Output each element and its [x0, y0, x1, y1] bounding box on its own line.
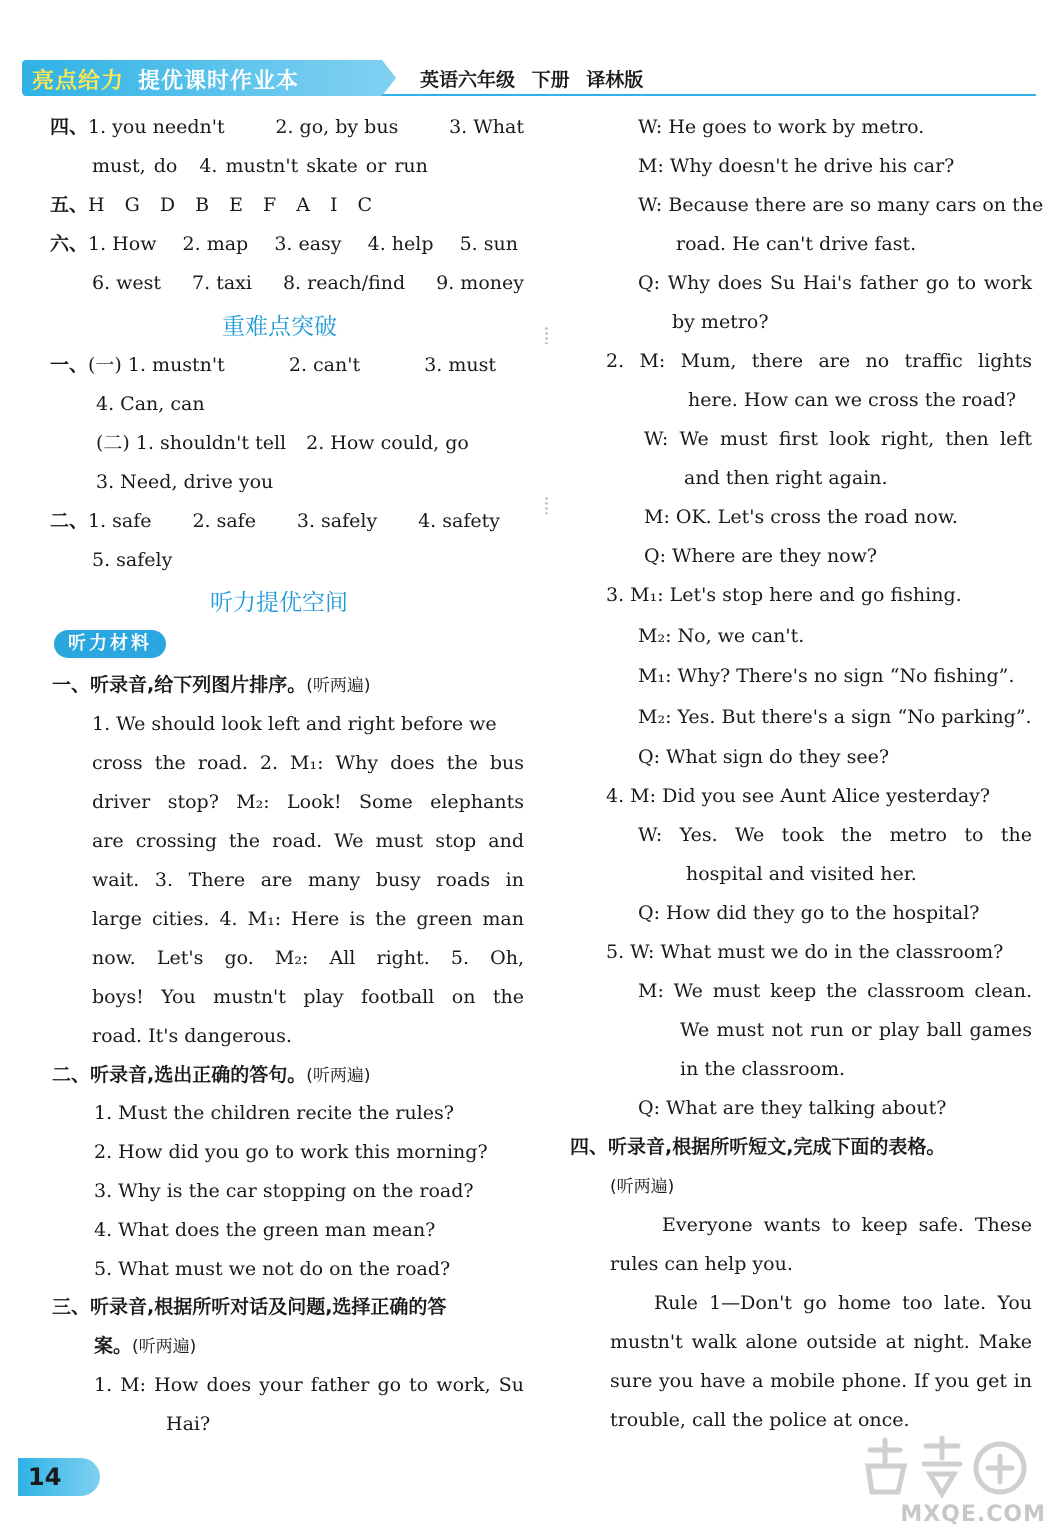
- text-line: wait. 3. There are many busy roads in: [92, 869, 524, 891]
- answer-item: 5. sun: [459, 233, 518, 255]
- answer-item: 4. help: [367, 233, 434, 255]
- text-line: 1. M: How does your father go to work, Su: [94, 1374, 524, 1396]
- listen-twice-note: (听两遍): [306, 676, 371, 696]
- text-line: are crossing the road. We must stop and: [92, 830, 524, 852]
- dialogue-line: W: Because there are so many cars on the: [638, 194, 1044, 216]
- question-heading: 二、听录音,选出正确的答句。: [52, 1064, 307, 1086]
- text-line: driver stop? M₂: Look! Some elephants: [92, 791, 524, 813]
- section-label: 六、: [50, 233, 89, 255]
- page-number: 14: [28, 1463, 62, 1491]
- answer-item: 3. easy: [274, 233, 342, 255]
- passage-line: Everyone wants to keep safe. These: [662, 1214, 1032, 1236]
- watermark-glyph-icon: [850, 1432, 1046, 1502]
- answer-item: 3. safely: [296, 510, 378, 532]
- text-line: 5. What must we not do on the road?: [94, 1258, 451, 1280]
- listen-twice-note: (听两遍): [132, 1337, 197, 1357]
- dialogue-line: Q: Why does Su Hai's father go to work: [638, 272, 1032, 294]
- answer-item: 2. safe: [192, 510, 256, 532]
- page-header: [22, 60, 1036, 96]
- dialogue-line: W: He goes to work by metro.: [638, 116, 925, 138]
- answer-5-row: [50, 192, 372, 218]
- difficult-1-row1: [50, 352, 496, 378]
- listening-3-heading-cont: [94, 1333, 196, 1360]
- listening-material-badge: 听力材料: [54, 630, 166, 658]
- section-label: 二、: [50, 510, 89, 532]
- answer-item: 3. What: [449, 116, 524, 138]
- dialogue-line: and then right again.: [684, 467, 888, 489]
- answer-4-row1: [50, 114, 524, 140]
- difficult-2-row2: 5. safely: [92, 549, 173, 571]
- passage-line: sure you have a mobile phone. If you get in: [610, 1370, 1032, 1392]
- answer-letters: H G D B E F A I C: [88, 194, 373, 216]
- text-line: 2. How did you go to work this morning?: [94, 1141, 488, 1163]
- listening-3-heading: [52, 1294, 446, 1320]
- header-title: [32, 64, 299, 95]
- answer-4-row2: [92, 153, 428, 179]
- question-heading: 一、听录音,给下列图片排序。: [52, 674, 307, 696]
- difficult-2-row1: [50, 508, 500, 534]
- answer-item: 7. taxi: [192, 272, 252, 294]
- section-label: 五、: [50, 194, 89, 216]
- answer-item: 2. How could, go: [306, 432, 469, 454]
- difficult-1-row2: 4. Can, can: [96, 393, 205, 415]
- answer-item: 1. How: [88, 233, 157, 255]
- answer-item: 1. you needn't: [88, 116, 225, 138]
- passage-line: trouble, call the police at once.: [610, 1409, 910, 1431]
- listening-2-heading: [52, 1062, 370, 1089]
- dialogue-line: We must not run or play ball games: [680, 1019, 1032, 1041]
- watermark-text: MXQE.COM: [900, 1502, 1046, 1527]
- dialogue-line: hospital and visited her.: [686, 863, 917, 885]
- watermark-logo: [850, 1432, 1046, 1532]
- answer-item: 2. can't: [288, 354, 361, 376]
- text-line: cross the road. 2. M₁: Why does the bus: [92, 752, 524, 774]
- answer-item: 1. safe: [88, 510, 152, 532]
- answer-item: (二) 1. shouldn't tell: [96, 432, 287, 454]
- dialogue-line: M: We must keep the classroom clean.: [638, 980, 1032, 1002]
- dialogue-line: M: OK. Let's cross the road now.: [644, 506, 958, 528]
- question-heading: 三、听录音,根据所听对话及问题,选择正确的答: [52, 1296, 447, 1318]
- answer-item: 8. reach/find: [282, 272, 406, 294]
- text-line: 3. Why is the car stopping on the road?: [94, 1180, 474, 1202]
- dialogue-line: Q: What are they talking about?: [638, 1097, 947, 1119]
- answer-item: 3. must: [424, 354, 496, 376]
- passage-line: Rule 1—Don't go home too late. You: [654, 1292, 1032, 1314]
- answer-item: 2. map: [182, 233, 249, 255]
- question-heading: 案。: [94, 1335, 133, 1357]
- header-brand: 亮点给力: [32, 69, 125, 94]
- dialogue-line: Q: Where are they now?: [644, 545, 878, 567]
- difficult-1-row4: 3. Need, drive you: [96, 471, 274, 493]
- question-heading: 四、听录音,根据所听短文,完成下面的表格。: [570, 1136, 946, 1158]
- dialogue-line: Q: How did they go to the hospital?: [638, 902, 980, 924]
- text-line: 1. Must the children recite the rules?: [94, 1102, 454, 1124]
- text-line: Hai?: [166, 1413, 211, 1435]
- passage-line: rules can help you.: [610, 1253, 793, 1275]
- dialogue-line: in the classroom.: [680, 1058, 846, 1080]
- text-line: 4. What does the green man mean?: [94, 1219, 436, 1241]
- column-divider: [545, 326, 548, 344]
- dialogue-line: Q: What sign do they see?: [638, 746, 890, 768]
- listen-twice-note: (听两遍): [610, 1177, 675, 1197]
- passage-line: mustn't walk alone outside at night. Make: [610, 1331, 1032, 1353]
- section-title-difficult: 重难点突破: [222, 314, 337, 340]
- dialogue-line: 5. W: What must we do in the classroom?: [606, 941, 1004, 963]
- header-series: 提优课时作业本: [138, 69, 300, 94]
- answer-6-row1: [50, 231, 518, 257]
- listening-4-heading: [570, 1134, 945, 1160]
- section-title-listening: 听力提优空间: [210, 590, 348, 616]
- text-line: road. It's dangerous.: [92, 1025, 292, 1047]
- listening-4-note: [610, 1173, 674, 1200]
- dialogue-line: M₁: Why? There's no sign “No fishing”.: [638, 665, 1015, 687]
- column-divider: [545, 496, 548, 514]
- dialogue-line: M₂: Yes. But there's a sign “No parking”.: [638, 706, 1032, 728]
- dialogue-line: 2. M: Mum, there are no traffic lights: [606, 350, 1032, 372]
- dialogue-line: 4. M: Did you see Aunt Alice yesterday?: [606, 785, 991, 807]
- dialogue-line: 3. M₁: Let's stop here and go fishing.: [606, 584, 962, 606]
- answer-6-row2: [92, 270, 524, 296]
- section-label: 一、: [50, 354, 89, 376]
- dialogue-line: W: We must first look right, then left: [644, 428, 1032, 450]
- answer-item: 2. go, by bus: [275, 116, 399, 138]
- answer-item: 6. west: [92, 272, 162, 294]
- text-line: now. Let's go. M₂: All right. 5. Oh,: [92, 947, 524, 969]
- answer-item: (一) 1. mustn't: [88, 354, 225, 376]
- answer-item: must, do: [92, 155, 178, 177]
- dialogue-line: by metro?: [672, 311, 769, 333]
- text-line: large cities. 4. M₁: Here is the green man: [92, 908, 524, 930]
- dialogue-line: here. How can we cross the road?: [688, 389, 1017, 411]
- difficult-1-row3: [96, 430, 469, 456]
- header-rule: [382, 94, 1036, 96]
- header-book-info: 英语六年级 下册 译林版: [420, 69, 644, 91]
- dialogue-line: M₂: No, we can't.: [638, 625, 805, 647]
- header-band-tip: [382, 60, 396, 96]
- answer-item: 9. money: [436, 272, 524, 294]
- dialogue-line: W: Yes. We took the metro to the: [638, 824, 1032, 846]
- dialogue-line: road. He can't drive fast.: [676, 233, 917, 255]
- answer-item: 4. mustn't skate or run: [199, 155, 428, 177]
- dialogue-line: M: Why doesn't he drive his car?: [638, 155, 955, 177]
- text-line: 1. We should look left and right before we: [92, 713, 497, 735]
- section-label: 四、: [50, 116, 89, 138]
- text-line: boys! You mustn't play football on the: [92, 986, 524, 1008]
- listening-1-heading: [52, 672, 370, 699]
- listen-twice-note: (听两遍): [306, 1066, 371, 1086]
- answer-item: 4. safety: [418, 510, 500, 532]
